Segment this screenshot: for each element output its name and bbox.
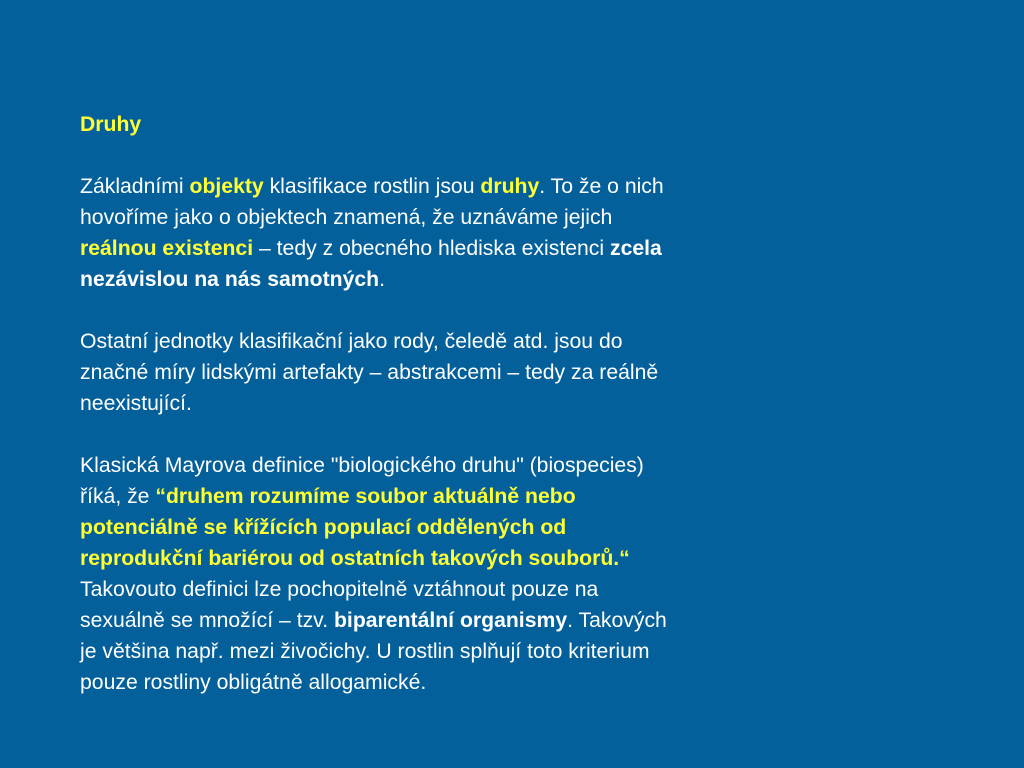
highlight-quote-line: reprodukční bariérou od ostatních takových souborů.“ (80, 547, 630, 570)
paragraph-mayr-definition (80, 450, 800, 698)
text-line: Klasická Mayrova definice "biologického druhu" (biospecies) (80, 454, 644, 477)
text-line (80, 605, 800, 636)
text-run: . Takových (567, 609, 667, 632)
highlight-species: druhy (480, 175, 540, 198)
spacer (80, 295, 800, 326)
text-run: říká, že (80, 485, 156, 508)
highlight-quote-line: potenciálně se křížících populací oddělených od (80, 516, 567, 539)
highlight-objects: objekty (189, 175, 264, 198)
bold-run: zcela (610, 237, 662, 260)
spacer (80, 419, 800, 450)
text-line (80, 233, 800, 264)
paragraph-other-units (80, 326, 800, 419)
text-line: pouze rostliny obligátně allogamické. (80, 671, 427, 694)
slide-title: Druhy (80, 113, 142, 136)
text-run: klasifikace rostlin jsou (263, 175, 481, 198)
text-run: Základními (80, 175, 190, 198)
spacer (80, 140, 800, 171)
slide-content (80, 109, 800, 698)
text-line (80, 481, 800, 512)
bold-run: biparentální organismy (333, 609, 568, 632)
text-line: Ostatní jednotky klasifikační jako rody, čeledě atd. jsou do (80, 330, 623, 353)
paragraph-species-definition (80, 171, 800, 295)
text-line: značné míry lidskými artefakty – abstrakcemi – tedy za reálně (80, 361, 659, 384)
text-line: Takovouto definici lze pochopitelně vztáhnout pouze na (80, 578, 599, 601)
highlight-real-existence: reálnou existenci (80, 237, 254, 260)
bold-run: nezávislou na nás samotných (80, 268, 380, 291)
text-line: neexistující. (80, 392, 192, 415)
text-run: . (379, 268, 385, 291)
text-run: sexuálně se množící – tzv. (80, 609, 334, 632)
text-line: hovoříme jako o objektech znamená, že uznáváme jejich (80, 206, 613, 229)
text-line: je většina např. mezi živočichy. U rostlin splňují toto kriterium (80, 640, 650, 663)
text-run: . To že o nich (539, 175, 664, 198)
highlight-quote: “druhem rozumíme soubor aktuálně nebo (155, 485, 576, 508)
text-line (80, 171, 800, 202)
text-run: – tedy z obecného hlediska existenci (253, 237, 610, 260)
text-line (80, 264, 800, 295)
